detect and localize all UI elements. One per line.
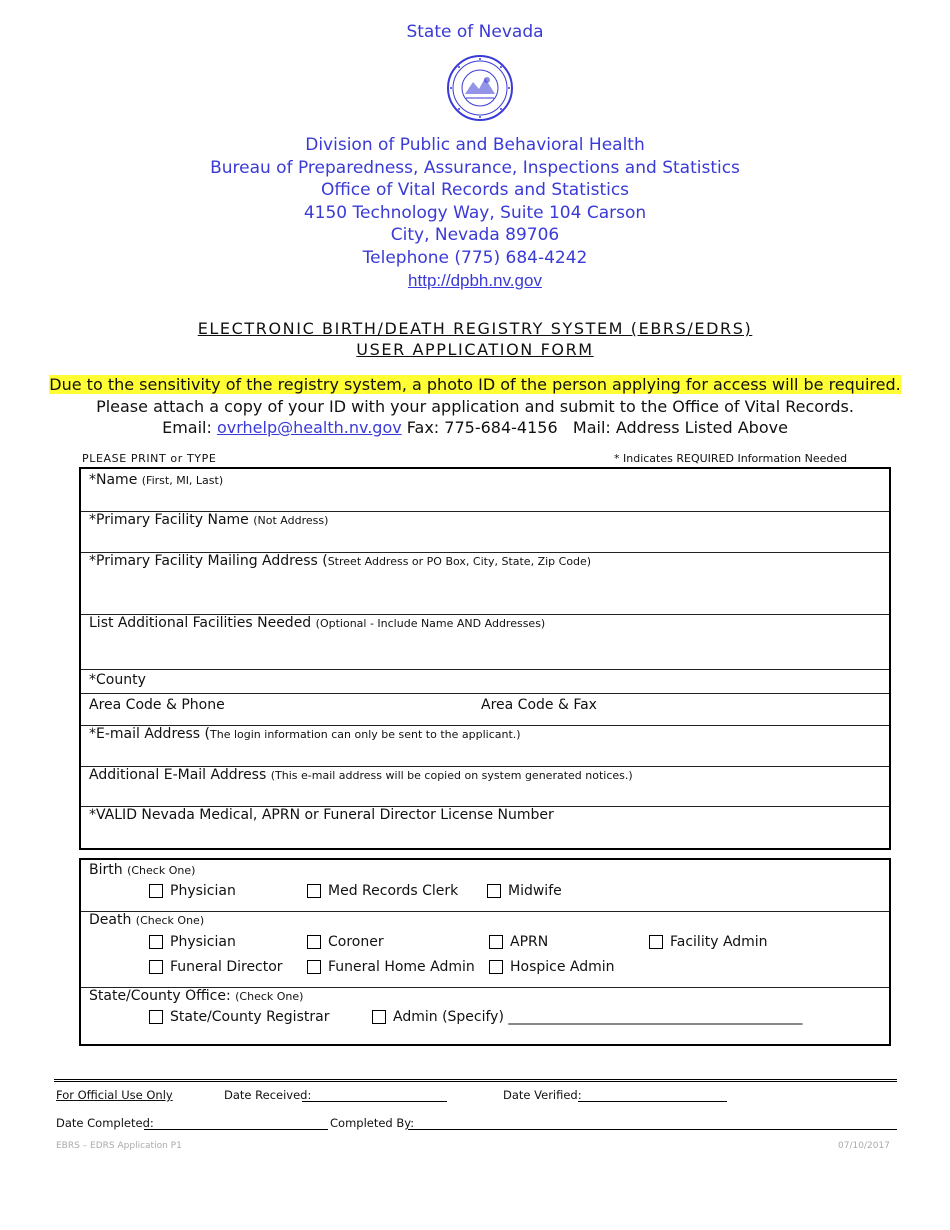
- name-label: *Name: [89, 472, 138, 488]
- option-label: Facility Admin: [670, 934, 768, 950]
- death-facility-admin-option[interactable]: [649, 934, 768, 950]
- checkbox[interactable]: [489, 935, 503, 949]
- death-hospice-admin-option[interactable]: [489, 959, 615, 975]
- death-section: [81, 912, 889, 988]
- option-label: Midwife: [508, 883, 562, 899]
- birth-med-records-option[interactable]: [307, 883, 458, 899]
- county-label: *County: [89, 672, 146, 688]
- role-selection-box: [79, 858, 891, 1046]
- bureau-line: Bureau of Preparedness, Assurance, Inspections and Statistics: [210, 157, 740, 178]
- fax-label: Area Code & Fax: [481, 697, 597, 713]
- death-coroner-option[interactable]: [307, 934, 384, 950]
- option-label: Physician: [170, 883, 236, 899]
- form-title-line2: USER APPLICATION FORM: [356, 340, 594, 359]
- email-field-label: *E-mail Address (: [89, 726, 211, 742]
- state-office-hint: (Check One): [235, 990, 304, 1003]
- state-office-label: State/County Office:: [89, 988, 231, 1004]
- form-title: [0, 318, 950, 360]
- additional-facilities-field[interactable]: [81, 615, 889, 670]
- facility-name-field[interactable]: [81, 512, 889, 553]
- birth-label: Birth: [89, 862, 123, 878]
- license-label: *VALID Nevada Medical, APRN or Funeral Director License Number: [89, 807, 554, 823]
- date-verified-line[interactable]: [578, 1101, 727, 1102]
- death-aprn-option[interactable]: [489, 934, 548, 950]
- contact-line: [0, 417, 950, 439]
- death-funeral-director-option[interactable]: [149, 959, 283, 975]
- attach-instruction: Please attach a copy of your ID with your application and submit to the Office of Vital Records.: [96, 396, 854, 416]
- date-completed-line[interactable]: [144, 1129, 328, 1130]
- option-label: Hospice Admin: [510, 959, 615, 975]
- footer-form-id: EBRS – EDRS Application P1: [56, 1141, 182, 1151]
- checkbox[interactable]: [149, 960, 163, 974]
- checkbox[interactable]: [307, 960, 321, 974]
- checkbox[interactable]: [149, 884, 163, 898]
- completed-by-label: Completed By:: [330, 1116, 415, 1130]
- add-email-hint: (This e-mail address will be copied on system generated notices.): [270, 769, 633, 782]
- email-link[interactable]: ovrhelp@health.nv.gov: [216, 418, 402, 437]
- checkbox[interactable]: [489, 960, 503, 974]
- checkbox[interactable]: [487, 884, 501, 898]
- birth-physician-option[interactable]: [149, 883, 236, 899]
- death-label: Death: [89, 912, 132, 928]
- birth-section: [81, 860, 889, 912]
- email-field[interactable]: [81, 726, 889, 767]
- mailing-label: *Primary Facility Mailing Address (: [89, 553, 328, 569]
- photo-id-warning: Due to the sensitivity of the registry system, a photo ID of the person applying for access will be required.: [49, 375, 901, 394]
- option-label: Admin (Specify): [393, 1009, 504, 1025]
- checkbox[interactable]: [149, 1010, 163, 1024]
- state-title: State of Nevada: [406, 22, 544, 42]
- facility-hint: (Not Address): [253, 514, 329, 527]
- checkbox[interactable]: [307, 935, 321, 949]
- name-field[interactable]: [81, 469, 889, 512]
- additional-label: List Additional Facilities Needed: [89, 615, 312, 631]
- date-verified-label: Date Verified:: [503, 1088, 582, 1102]
- checkbox[interactable]: [649, 935, 663, 949]
- additional-hint: (Optional - Include Name AND Addresses): [315, 617, 546, 630]
- admin-specify-line[interactable]: __________________________________________: [508, 1009, 803, 1025]
- website-link[interactable]: http://dpbh.nv.gov: [408, 270, 542, 290]
- admin-specify-option[interactable]: [372, 1009, 802, 1025]
- option-label: Coroner: [328, 934, 384, 950]
- print-note: PLEASE PRINT or TYPE: [82, 452, 217, 465]
- email-field-hint: The login information can only be sent to the applicant.): [210, 728, 521, 741]
- applicant-info-box: [79, 467, 891, 850]
- date-received-label: Date Received:: [224, 1088, 312, 1102]
- date-received-line[interactable]: [302, 1101, 447, 1102]
- completed-by-line[interactable]: [408, 1129, 897, 1130]
- mailing-address-field[interactable]: [81, 553, 889, 615]
- facility-label: *Primary Facility Name: [89, 512, 249, 528]
- state-county-registrar-option[interactable]: [149, 1009, 329, 1025]
- date-completed-label: Date Completed:: [56, 1116, 154, 1130]
- name-hint: (First, MI, Last): [141, 474, 224, 487]
- city-line: City, Nevada 89706: [390, 225, 560, 246]
- state-office-section: [81, 988, 889, 1041]
- official-divider: [54, 1079, 897, 1082]
- checkbox[interactable]: [307, 884, 321, 898]
- checkbox[interactable]: [149, 935, 163, 949]
- birth-midwife-option[interactable]: [487, 883, 562, 899]
- official-use-title: For Official Use Only: [56, 1088, 173, 1102]
- death-funeral-home-admin-option[interactable]: [307, 959, 475, 975]
- checkbox[interactable]: [372, 1010, 386, 1024]
- option-label: Funeral Director: [170, 959, 283, 975]
- email-label: Email:: [162, 418, 212, 437]
- phone-fax-row: [81, 694, 889, 726]
- death-physician-option[interactable]: [149, 934, 236, 950]
- option-label: APRN: [510, 934, 549, 950]
- telephone-line: Telephone (775) 684-4242: [362, 247, 588, 268]
- death-hint: (Check One): [135, 914, 205, 927]
- nevada-seal-icon: [446, 54, 514, 122]
- id-notice: [0, 374, 950, 439]
- additional-email-field[interactable]: [81, 767, 889, 807]
- fax-mail-text: Fax: 775-684-4156 Mail: Address Listed Above: [406, 418, 788, 437]
- phone-label: Area Code & Phone: [89, 697, 225, 713]
- office-line: Office of Vital Records and Statistics: [320, 180, 630, 201]
- license-field[interactable]: [81, 807, 889, 845]
- mailing-hint: Street Address or PO Box, City, State, Zip Code): [327, 555, 592, 568]
- footer-date: 07/10/2017: [838, 1141, 890, 1151]
- form-title-line1: ELECTRONIC BIRTH/DEATH REGISTRY SYSTEM (EBRS/EDRS): [197, 319, 753, 338]
- division-line: Division of Public and Behavioral Health: [305, 135, 645, 155]
- option-label: Physician: [170, 934, 236, 950]
- agency-address: [0, 134, 950, 292]
- option-label: Med Records Clerk: [328, 883, 459, 899]
- street-line: 4150 Technology Way, Suite 104 Carson: [303, 202, 647, 223]
- required-note: * Indicates REQUIRED Information Needed: [614, 452, 848, 465]
- county-field[interactable]: [81, 670, 889, 694]
- option-label: Funeral Home Admin: [328, 959, 475, 975]
- add-email-label: Additional E-Mail Address: [89, 767, 267, 783]
- option-label: State/County Registrar: [170, 1009, 330, 1025]
- birth-hint: (Check One): [127, 864, 196, 877]
